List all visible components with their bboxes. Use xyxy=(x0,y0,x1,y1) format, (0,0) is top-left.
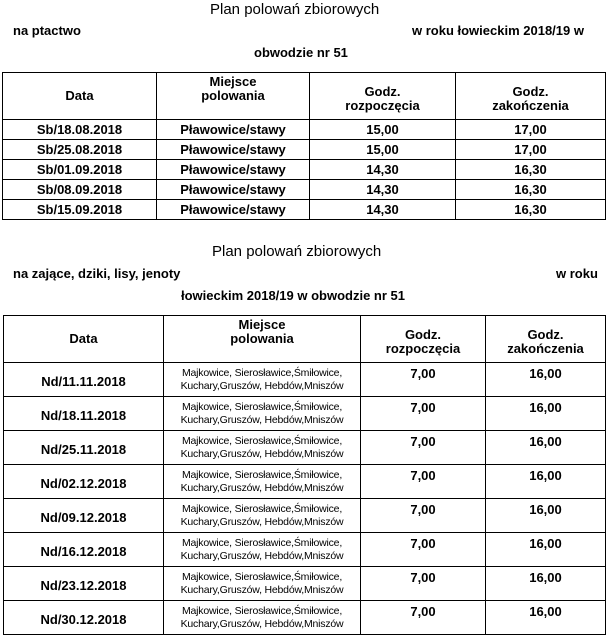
table-row xyxy=(4,567,606,601)
table-row xyxy=(4,363,606,397)
cell-end: 16,30 xyxy=(456,160,606,180)
cell-date: Nd/25.11.2018 xyxy=(4,431,164,465)
cell-start: 7,00 xyxy=(361,499,486,533)
cell-date: Sb/15.09.2018 xyxy=(3,200,157,220)
cell-end: 16,30 xyxy=(456,180,606,200)
cell-place: Pławowice/stawy xyxy=(157,180,310,200)
cell-start: 7,00 xyxy=(361,397,486,431)
cell-place: Majkowice, Sierosławice,Śmiłowice, Kuchary,Gruszów, Hebdów,Mniszów xyxy=(164,363,361,397)
cell-end: 16,00 xyxy=(486,363,606,397)
cell-place: Pławowice/stawy xyxy=(157,160,310,180)
cell-end: 16,00 xyxy=(486,499,606,533)
cell-date: Nd/09.12.2018 xyxy=(4,499,164,533)
cell-date: Nd/18.11.2018 xyxy=(4,397,164,431)
cell-start: 7,00 xyxy=(361,533,486,567)
cell-place: Pławowice/stawy xyxy=(157,140,310,160)
cell-date: Sb/25.08.2018 xyxy=(3,140,157,160)
plan2-title: Plan polowań zbiorowych xyxy=(212,243,382,260)
cell-start: 7,00 xyxy=(361,601,486,635)
cell-end: 16,00 xyxy=(486,533,606,567)
cell-date: Nd/02.12.2018 xyxy=(4,465,164,499)
cell-end: 16,00 xyxy=(486,567,606,601)
plan2-header-row xyxy=(4,316,606,363)
cell-start: 15,00 xyxy=(310,140,456,160)
cell-end: 16,30 xyxy=(456,200,606,220)
table-row xyxy=(3,160,606,180)
header-date-label: Data xyxy=(69,331,98,346)
cell-date: Nd/11.11.2018 xyxy=(4,363,164,397)
cell-start: 14,30 xyxy=(310,180,456,200)
header-date xyxy=(4,316,164,363)
table-row xyxy=(3,140,606,160)
cell-place: Pławowice/stawy xyxy=(157,200,310,220)
cell-start: 7,00 xyxy=(361,363,486,397)
header-end xyxy=(486,316,606,363)
table-row xyxy=(4,499,606,533)
table-row xyxy=(4,601,606,635)
table-row xyxy=(3,200,606,220)
plan1-table xyxy=(2,72,606,220)
cell-start: 14,30 xyxy=(310,200,456,220)
plan1-right-text: w roku łowieckim 2018/19 w xyxy=(412,23,584,38)
cell-place: Majkowice, Sierosławice,Śmiłowice, Kuchary,Gruszów, Hebdów,Mniszów xyxy=(164,397,361,431)
cell-end: 16,00 xyxy=(486,397,606,431)
cell-place: Majkowice, Sierosławice,Śmiłowice, Kuchary,Gruszów, Hebdów,Mniszów xyxy=(164,465,361,499)
cell-date: Sb/18.08.2018 xyxy=(3,120,157,140)
cell-date: Nd/16.12.2018 xyxy=(4,533,164,567)
plan2-right-text: w roku xyxy=(556,266,598,281)
header-place-label: Miejsce polowania xyxy=(201,74,265,103)
cell-place: Majkowice, Sierosławice,Śmiłowice, Kuchary,Gruszów, Hebdów,Mniszów xyxy=(164,601,361,635)
cell-date: Sb/01.09.2018 xyxy=(3,160,157,180)
cell-place: Pławowice/stawy xyxy=(157,120,310,140)
table-row xyxy=(4,431,606,465)
header-place xyxy=(164,316,361,363)
cell-place: Majkowice, Sierosławice,Śmiłowice, Kuchary,Gruszów, Hebdów,Mniszów xyxy=(164,567,361,601)
header-start-label: Godz. rozpoczęcia xyxy=(385,327,461,356)
cell-place: Majkowice, Sierosławice,Śmiłowice, Kuchary,Gruszów, Hebdów,Mniszów xyxy=(164,431,361,465)
header-start xyxy=(310,73,456,120)
cell-start: 7,00 xyxy=(361,431,486,465)
header-start xyxy=(361,316,486,363)
plan1-left-text: na ptactwo xyxy=(13,23,81,38)
plan2-line2: łowieckim 2018/19 w obwodzie nr 51 xyxy=(181,288,405,303)
cell-end: 17,00 xyxy=(456,120,606,140)
cell-end: 17,00 xyxy=(456,140,606,160)
table-row xyxy=(4,397,606,431)
table-row xyxy=(4,465,606,499)
cell-start: 15,00 xyxy=(310,120,456,140)
plan1-line2: obwodzie nr 51 xyxy=(254,45,348,60)
table-row xyxy=(4,533,606,567)
header-end-label: Godz. zakończenia xyxy=(492,84,569,113)
header-date xyxy=(3,73,157,120)
cell-place: Majkowice, Sierosławice,Śmiłowice, Kuchary,Gruszów, Hebdów,Mniszów xyxy=(164,533,361,567)
table-row xyxy=(3,180,606,200)
cell-end: 16,00 xyxy=(486,431,606,465)
plan1-header-row xyxy=(3,73,606,120)
header-place xyxy=(157,73,310,120)
cell-place: Majkowice, Sierosławice,Śmiłowice, Kuchary,Gruszów, Hebdów,Mniszów xyxy=(164,499,361,533)
cell-end: 16,00 xyxy=(486,601,606,635)
cell-start: 14,30 xyxy=(310,160,456,180)
cell-start: 7,00 xyxy=(361,567,486,601)
cell-date: Nd/30.12.2018 xyxy=(4,601,164,635)
table-row xyxy=(3,120,606,140)
header-date-label: Data xyxy=(65,88,94,103)
header-end-label: Godz. zakończenia xyxy=(507,327,584,356)
cell-date: Nd/23.12.2018 xyxy=(4,567,164,601)
plan2-table xyxy=(3,315,606,635)
plan1-title: Plan polowań zbiorowych xyxy=(210,1,380,18)
plan2-left-text: na zające, dziki, lisy, jenoty xyxy=(13,266,181,281)
header-end xyxy=(456,73,606,120)
cell-start: 7,00 xyxy=(361,465,486,499)
cell-end: 16,00 xyxy=(486,465,606,499)
header-start-label: Godz. rozpoczęcia xyxy=(345,84,420,113)
header-place-label: Miejsce polowania xyxy=(230,317,294,346)
cell-date: Sb/08.09.2018 xyxy=(3,180,157,200)
